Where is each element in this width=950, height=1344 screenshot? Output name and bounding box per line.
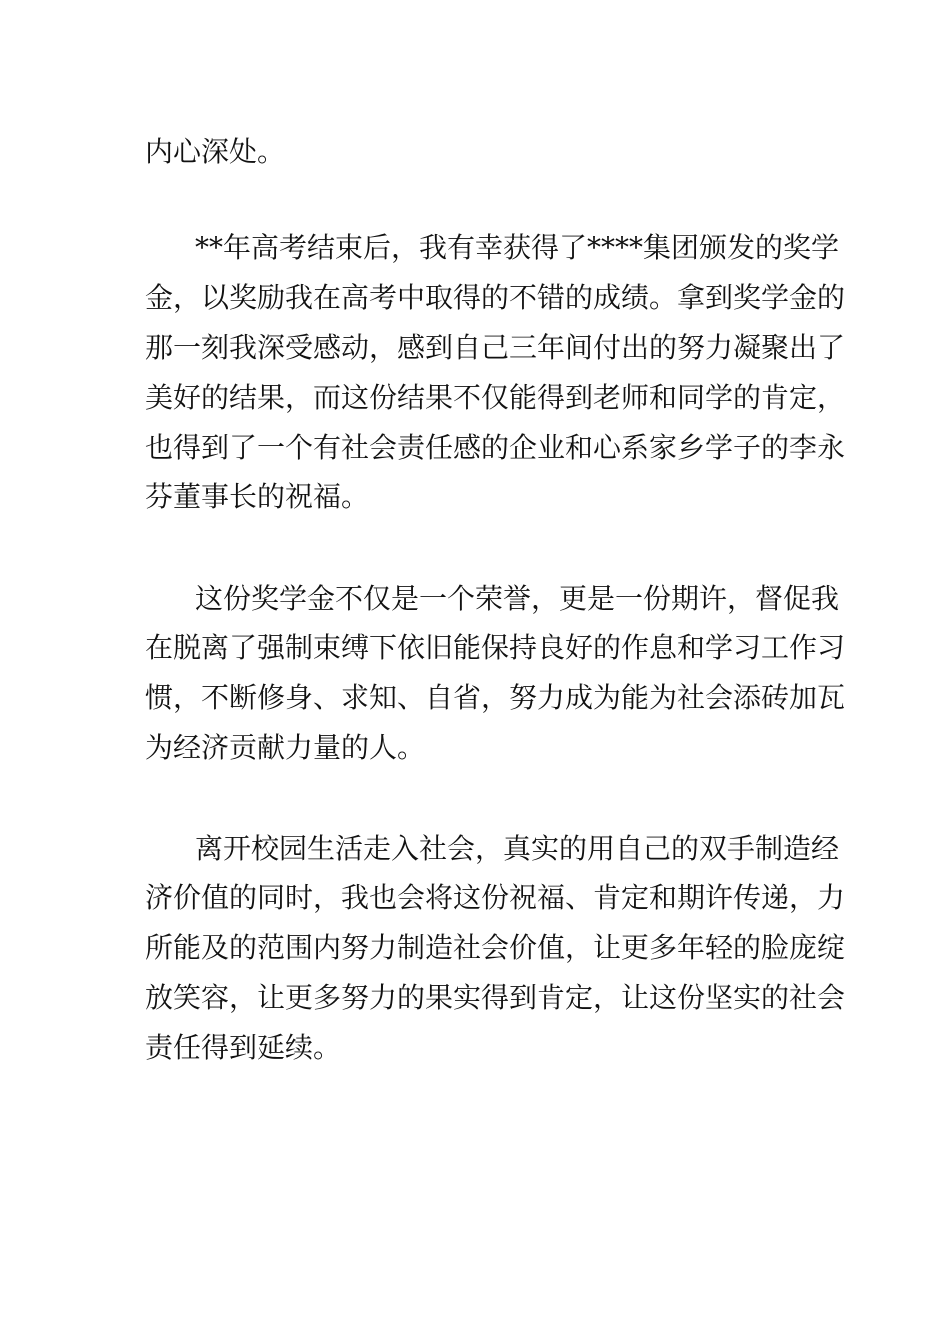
text-line: 放笑容，让更多努力的果实得到肯定，让这份坚实的社会: [145, 981, 846, 1014]
text-line: 内心深处。: [145, 135, 286, 168]
text-line: 芬董事长的祝福。: [145, 480, 370, 513]
text-line: 所能及的范围内努力制造社会价值，让更多年轻的脸庞绽: [145, 931, 846, 964]
text-line: 责任得到延续。: [145, 1031, 342, 1064]
text-line: 这份奖学金不仅是一个荣誉，更是一份期许，督促我: [195, 582, 840, 615]
text-line: 美好的结果，而这份结果不仅能得到老师和同学的肯定，: [145, 381, 846, 414]
text-line: 离开校园生活走入社会，真实的用自己的双手制造经: [195, 832, 840, 865]
text-line: 也得到了一个有社会责任感的企业和心系家乡学子的李永: [145, 431, 846, 464]
text-line: **年高考结束后，我有幸获得了****集团颁发的奖学: [195, 231, 840, 264]
text-line: 金，以奖励我在高考中取得的不错的成绩。拿到奖学金的: [145, 281, 846, 314]
text-line: 惯，不断修身、求知、自省，努力成为能为社会添砖加瓦: [145, 681, 846, 714]
text-line: 那一刻我深受感动，感到自己三年间付出的努力凝聚出了: [145, 331, 846, 364]
text-line: 济价值的同时，我也会将这份祝福、肯定和期许传递，力: [145, 881, 846, 914]
text-line: 为经济贡献力量的人。: [145, 731, 426, 764]
text-line: 在脱离了强制束缚下依旧能保持良好的作息和学习工作习: [145, 631, 846, 664]
